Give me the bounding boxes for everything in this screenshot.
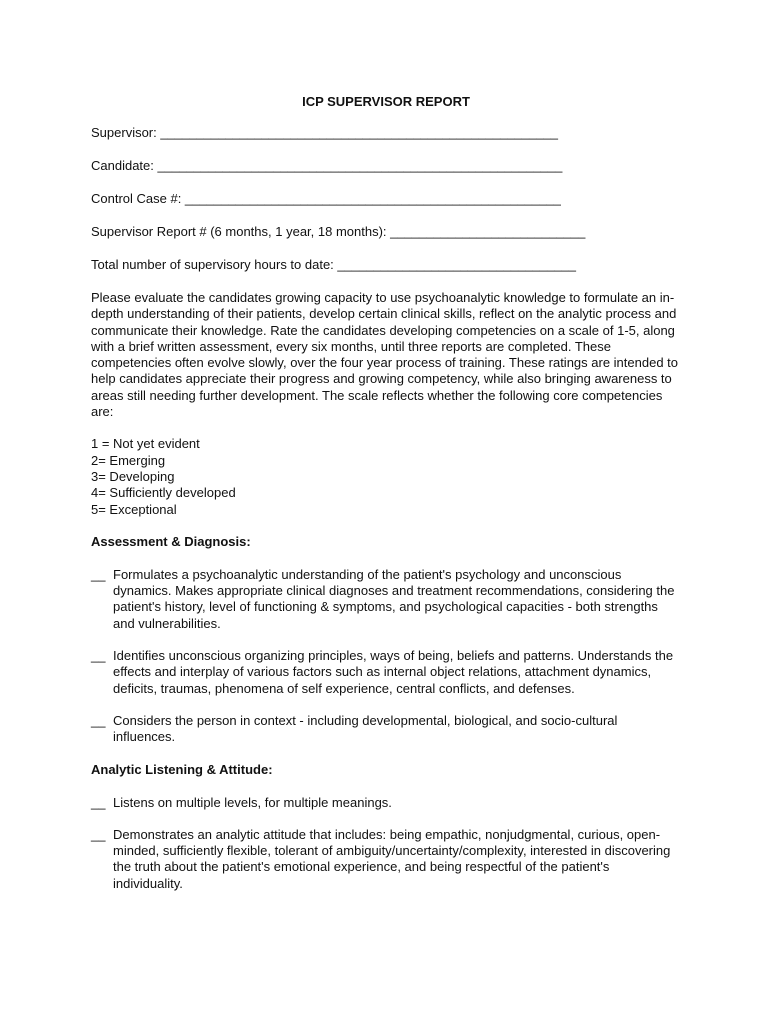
competency-text: Listens on multiple levels, for multiple meanings. [113,794,392,810]
document-page [91,94,681,908]
scale-item: 4= Sufficiently developed [91,485,236,501]
scale-item: 1 = Not yet evident [91,436,200,452]
supervisor-report-field: Supervisor Report # (6 months, 1 year, 18 months): ___________________________ [91,224,586,239]
rating-blank: __ [91,826,106,842]
supervisor-field: Supervisor: _______________________________________________________ [91,125,559,140]
competency-item [91,567,681,632]
rating-blank: __ [91,794,106,810]
rating-blank: __ [91,712,106,728]
competency-text: Demonstrates an analytic attitude that includes: being empathic, nonjudgmental, curious, open-minded, sufficiently flexible, tolerant of ambiguity/uncertainty/complexity, interested in discovering the truth about the patient's emotional experience, and being respectful of the patient's individuality. [113,826,671,891]
competency-item [91,713,681,746]
scale-item: 5= Exceptional [91,501,177,517]
rating-blank: __ [91,648,106,664]
rating-blank: __ [91,566,106,582]
competency-item [91,827,681,892]
competency-text: Formulates a psychoanalytic understanding of the patient's psychology and unconscious dynamics. Makes appropriate clinical diagnoses and treatment recommendations, considering the patient's history, level of functioning & symptoms, and psychological capacities - both strengths and vulnerabilities. [113,566,675,631]
control-case-field: Control Case #: ____________________________________________________ [91,191,561,206]
candidate-field: Candidate: ________________________________________________________ [91,158,563,173]
page-title: ICP SUPERVISOR REPORT [302,94,470,109]
competency-text: Identifies unconscious organizing principles, ways of being, beliefs and patterns. Understands the effects and interplay of various factors such as internal object relations, attachment dynamics, deficits, traumas, phenomena of self experience, central conflicts, and defenses. [113,648,674,696]
scale-item: 2= Emerging [91,452,166,468]
intro-paragraph: Please evaluate the candidates growing capacity to use psychoanalytic knowledge to formulate an in-depth understanding of their patients, develop certain clinical skills, reflect on the analytic process and communicate their knowledge. Rate the candidates developing competencies on a scale of 1-5, along with a brief written assessment, every six months, until three reports are completed. These competencies often evolve slowly, over the four year process of training. These ratings are intended to help candidates appreciate their progress and growing competency, while also bringing awareness to areas still needing further development. The scale reflects whether the following core competencies are: [91,290,679,420]
section-heading-listening: Analytic Listening & Attitude: [91,761,273,777]
scale-item: 3= Developing [91,468,175,484]
rating-scale [91,436,681,517]
competency-text: Considers the person in context - including developmental, biological, and socio-cultural influences. [113,712,618,745]
section-heading-assessment: Assessment & Diagnosis: [91,533,251,549]
competency-item [91,648,681,697]
competency-item [91,795,681,811]
supervisory-hours-field: Total number of supervisory hours to date: _________________________________ [91,257,576,272]
